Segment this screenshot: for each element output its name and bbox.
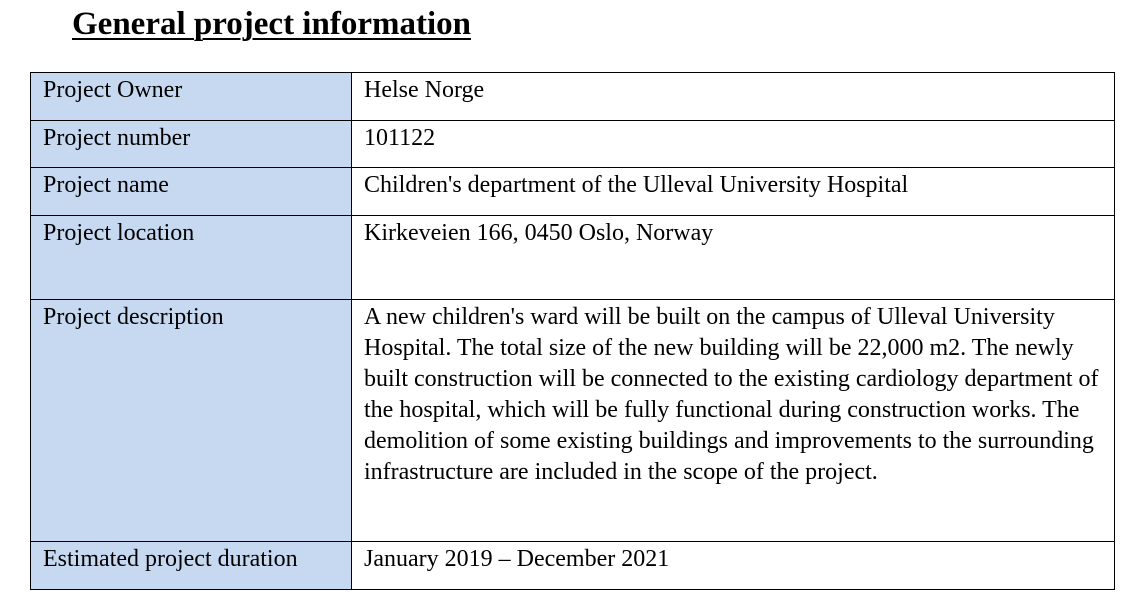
- project-name-value: Children's department of the Ulleval University Hospital: [352, 168, 1115, 216]
- project-owner-value: Helse Norge: [352, 73, 1115, 121]
- project-location-label: Project location: [31, 216, 352, 300]
- project-info-table: [30, 72, 1115, 590]
- project-number-label: Project number: [31, 121, 352, 168]
- project-description-label: Project description: [31, 300, 352, 542]
- project-owner-label: Project Owner: [31, 73, 352, 121]
- project-duration-label: Estimated project duration: [31, 542, 352, 590]
- table-row-project-name: [31, 168, 1115, 216]
- table-row-project-owner: [31, 73, 1115, 121]
- project-number-value: 101122: [352, 121, 1115, 168]
- table-row-project-duration: [31, 542, 1115, 590]
- project-name-label: Project name: [31, 168, 352, 216]
- table-row-project-location: [31, 216, 1115, 300]
- project-description-value: A new children's ward will be built on the campus of Ulleval University Hospital. The total size of the new building will be 22,000 m2. The newly built construction will be connected to the existing cardiology department of the hospital, which will be fully functional during construction works. The demolition of some existing buildings and improvements to the surrounding infrastructure are included in the scope of the project.: [352, 300, 1115, 542]
- project-duration-value: January 2019 – December 2021: [352, 542, 1115, 590]
- table-row-project-description: [31, 300, 1115, 542]
- table-row-project-number: [31, 121, 1115, 168]
- page-title: General project information: [72, 6, 471, 42]
- project-location-value: Kirkeveien 166, 0450 Oslo, Norway: [352, 216, 1115, 300]
